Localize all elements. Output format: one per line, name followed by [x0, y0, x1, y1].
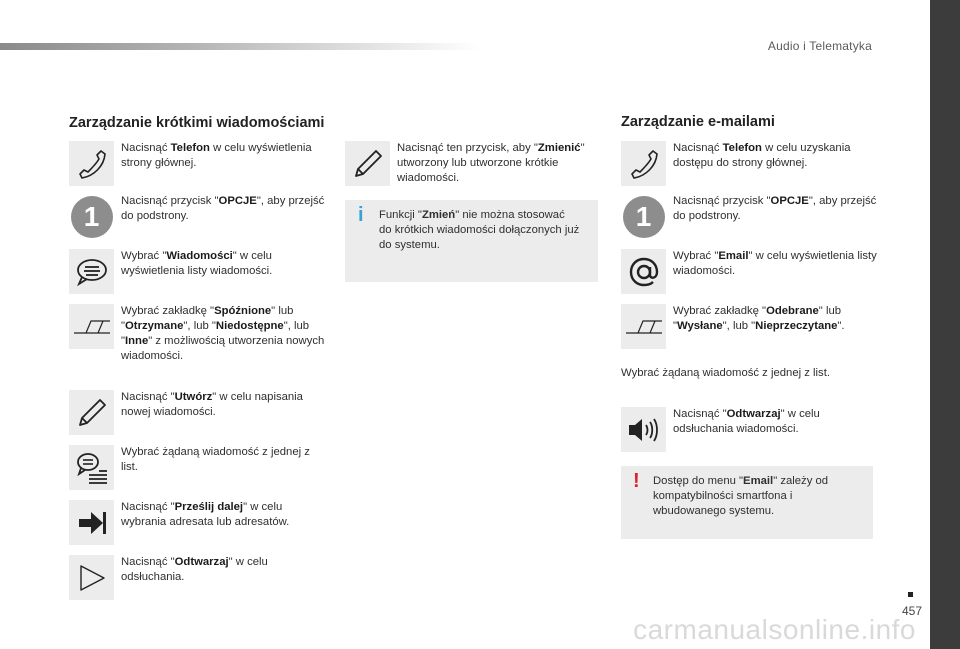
left-item-4-text: Wybrać zakładkę "Spóźnione" lub "Otrzymane", lub "Niedostępne", lub "Inne" z możliwością utworzenia nowych wiadomości. — [121, 305, 325, 362]
middle-item-text: Nacisnąć ten przycisk, aby "Zmienić" utworzony lub utworzone krótkie wiadomości. — [397, 142, 585, 184]
left-item-2 — [69, 194, 325, 239]
at-sign-icon — [621, 249, 666, 294]
right-item-3-text: Wybrać "Email" w celu wyświetlenia listy wiadomości. — [673, 250, 877, 277]
right-plain-text: Wybrać żądaną wiadomość z jednej z list. — [621, 367, 830, 379]
left-item-7 — [69, 500, 325, 545]
top-gradient-rule — [0, 43, 480, 50]
page-sidebar — [930, 0, 960, 649]
right-item-1-text: Nacisnąć Telefon w celu uzyskania dostępu do strony głównej. — [673, 142, 851, 169]
right-heading: Zarządzanie e-mailami — [621, 114, 775, 130]
warning-icon: ! — [633, 470, 640, 492]
right-play-item — [621, 407, 877, 452]
number-1-icon-box — [621, 194, 666, 239]
left-item-1 — [69, 141, 325, 186]
left-item-4 — [69, 304, 325, 364]
number-1-icon-box — [69, 194, 114, 239]
number-1-icon: 1 — [623, 196, 665, 238]
speaker-icon — [621, 407, 666, 452]
message-list-icon — [69, 445, 114, 490]
tab-icon — [621, 304, 666, 349]
left-item-7-text: Nacisnąć "Prześlij dalej" w celu wybrania adresata lub adresatów. — [121, 501, 290, 528]
right-item-2 — [621, 194, 877, 239]
right-warning-note: ! Dostęp do menu "Email" zależy od kompatybilności smartfona i wbudowanego systemu. — [621, 466, 873, 539]
left-item-6-text: Wybrać żądaną wiadomość z jednej z list. — [121, 446, 310, 473]
right-item-2-text: Nacisnąć przycisk "OPCJE", aby przejść do podstrony. — [673, 195, 877, 222]
watermark: carmanualsonline.info — [633, 614, 916, 645]
left-item-6 — [69, 445, 325, 490]
right-item-4 — [621, 304, 877, 349]
left-item-8-text: Nacisnąć "Odtwarzaj" w celu odsłuchania. — [121, 556, 268, 583]
right-play-item-text: Nacisnąć "Odtwarzaj" w celu odsłuchania wiadomości. — [673, 408, 820, 435]
forward-icon — [69, 500, 114, 545]
left-heading: Zarządzanie krótkimi wiadomościami — [69, 115, 325, 131]
left-item-5-text: Nacisnąć "Utwórz" w celu napisania nowej wiadomości. — [121, 391, 303, 418]
pencil-icon — [345, 141, 390, 186]
right-item-4-text: Wybrać zakładkę "Odebrane" lub "Wysłane", lub "Nieprzeczytane". — [673, 305, 845, 332]
left-item-2-text: Nacisnąć przycisk "OPCJE", aby przejść do podstrony. — [121, 195, 325, 222]
left-item-3-text: Wybrać "Wiadomości" w celu wyświetlenia listy wiadomości. — [121, 250, 273, 277]
right-item-3 — [621, 249, 877, 294]
left-item-1-text: Nacisnąć Telefon w celu wyświetlenia strony głównej. — [121, 142, 312, 169]
messages-icon — [69, 249, 114, 294]
play-icon — [69, 555, 114, 600]
right-item-1 — [621, 141, 877, 186]
middle-info-note: i Funkcji "Zmień" nie można stosować do krótkich wiadomości dołączonych już do systemu. — [345, 200, 598, 282]
page-marker — [908, 592, 913, 597]
left-item-3 — [69, 249, 325, 294]
tab-icon — [69, 304, 114, 349]
middle-item — [345, 141, 603, 186]
left-item-5 — [69, 390, 325, 435]
phone-handset-icon — [621, 141, 666, 186]
pencil-icon — [69, 390, 114, 435]
number-1-icon: 1 — [71, 196, 113, 238]
section-title: Audio i Telematyka — [767, 39, 872, 53]
left-item-8 — [69, 555, 325, 600]
info-icon: i — [358, 204, 364, 226]
phone-handset-icon — [69, 141, 114, 186]
page-number: 457 — [901, 604, 922, 618]
